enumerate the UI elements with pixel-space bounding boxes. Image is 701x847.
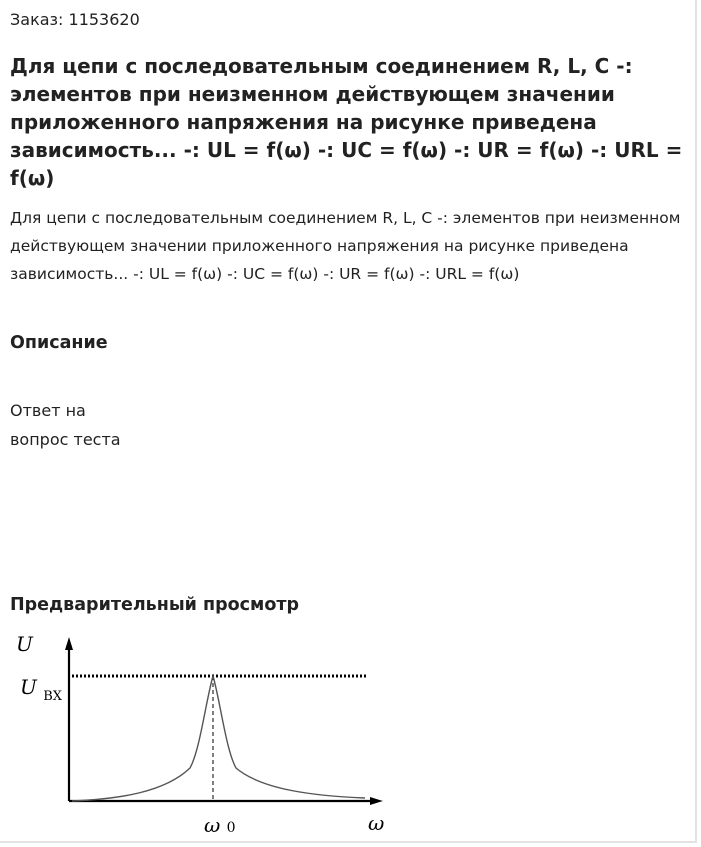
page-title: Для цепи с последовательным соединением R, L, C -: элементов при неизменном действующем значении приложенного напряжения на рисунке приведена зависимость... -: UL = f(ω) -: UC = f(ω) -: UR = f(ω) -: URL = f(ω) xyxy=(10,54,683,190)
resonance-frequency-label xyxy=(204,813,236,837)
resonance-figure xyxy=(0,620,400,845)
input-level-label-main: U xyxy=(20,675,37,699)
resonance-figure-svg xyxy=(0,620,400,845)
answer-line-1: Ответ на xyxy=(10,401,86,420)
resonance-curve xyxy=(72,676,365,801)
preview-heading: Предварительный просмотр xyxy=(10,595,300,615)
input-level-label xyxy=(20,675,63,704)
order-number: Заказ: 1153620 xyxy=(10,10,140,29)
resonance-label-main: ω xyxy=(204,813,221,837)
x-axis-label: ω xyxy=(368,811,385,835)
answer-line-2: вопрос теста xyxy=(10,430,121,449)
input-level-label-sub: ВХ xyxy=(43,689,63,704)
answer-text xyxy=(10,396,210,454)
question-text: Для цепи с последовательным соединением R, L, C -: элементов при неизменном действующем значении приложенного напряжения на рисунке приведена зависимость... -: UL = f(ω) -: UC = f(ω) -: UR = f(ω) -: URL = f(ω) xyxy=(10,209,681,283)
x-axis-arrow xyxy=(370,797,383,805)
description-heading: Описание xyxy=(10,333,108,353)
resonance-label-sub: 0 xyxy=(226,820,236,836)
y-axis-label: U xyxy=(16,632,33,656)
y-axis-arrow xyxy=(65,637,73,650)
